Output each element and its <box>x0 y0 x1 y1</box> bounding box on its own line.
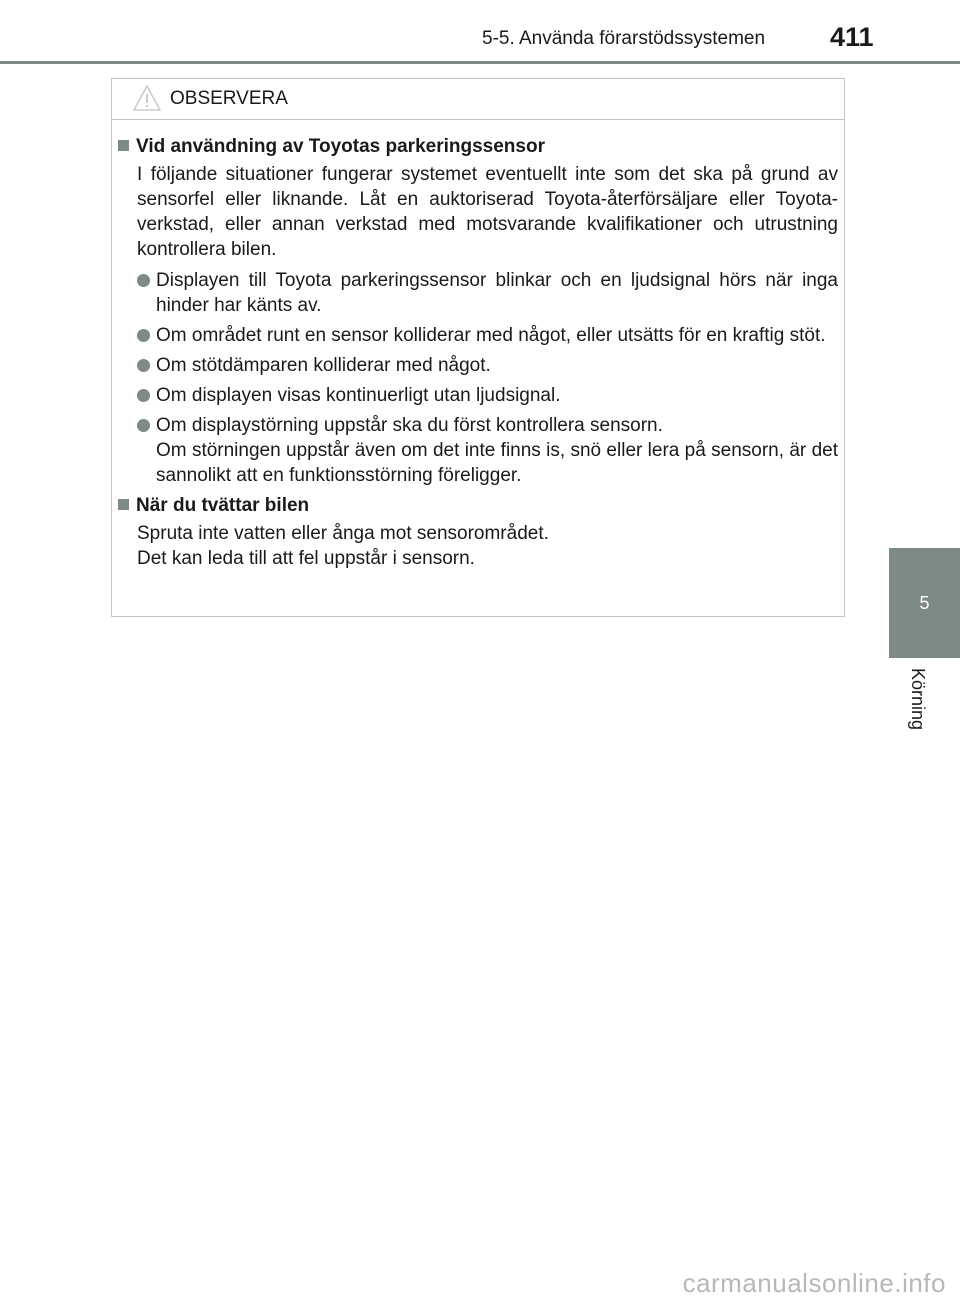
section-paragraph: I följande situationer fungerar systemet eventuellt inte som det ska på grund av sensorfel eller liknande. Låt en auktoriserad Toyota-återförsäljare eller Toyota-verkstad, eller annan verkstad med motsvarande kvalifikationer och utrustning kontrollera bilen. <box>137 164 838 260</box>
round-bullet-icon <box>137 359 150 372</box>
page-number: 411 <box>830 22 874 52</box>
section-paragraph <box>137 521 838 571</box>
list-item <box>118 268 838 318</box>
list-item-text: Om displayen visas kontinuerligt utan ljudsignal. <box>156 385 561 406</box>
header-divider <box>0 61 960 64</box>
round-bullet-icon <box>137 329 150 342</box>
list-item <box>118 323 838 348</box>
section-heading <box>118 493 838 519</box>
section-heading-text: Vid användning av Toyotas parkeringssensor <box>136 136 545 157</box>
paragraph-line: Spruta inte vatten eller ånga mot sensorområdet. <box>137 523 549 544</box>
round-bullet-icon <box>137 419 150 432</box>
notice-box <box>111 78 845 617</box>
warning-triangle-icon <box>132 84 162 117</box>
list-item <box>118 353 838 378</box>
bullet-list <box>118 268 838 488</box>
list-item-line: Om störningen uppstår även om det inte finns is, snö eller lera på sensorn, är det sannolikt att en funktionsstörning föreligger. <box>156 440 838 486</box>
square-bullet-icon <box>118 140 129 151</box>
list-item-text: Displayen till Toyota parkeringssensor blinkar och en ljudsignal hörs när inga hinder har känts av. <box>156 270 838 316</box>
list-item <box>118 383 838 408</box>
chapter-number: 5 <box>919 592 930 613</box>
notice-body <box>112 120 844 571</box>
list-item-text: Om området runt en sensor kolliderar med något, eller utsätts för en kraftig stöt. <box>156 325 826 346</box>
list-item-text: Om stötdämparen kolliderar med något. <box>156 355 491 376</box>
list-item-line: Om displaystörning uppstår ska du först kontrollera sensorn. <box>156 415 663 436</box>
notice-title: OBSERVERA <box>170 88 288 109</box>
list-item <box>118 413 838 488</box>
section-heading <box>118 134 838 160</box>
paragraph-line: Det kan leda till att fel uppstår i sensorn. <box>137 548 475 569</box>
list-item-text <box>156 413 838 488</box>
notice-header <box>112 79 844 120</box>
chapter-label: Körning <box>908 668 928 731</box>
round-bullet-icon <box>137 274 150 287</box>
watermark: carmanualsonline.info <box>682 1268 946 1298</box>
chapter-tab[interactable] <box>889 548 960 658</box>
section-heading-text: När du tvättar bilen <box>136 495 310 516</box>
square-bullet-icon <box>118 499 129 510</box>
section-title: 5-5. Använda förarstödssystemen <box>482 28 766 49</box>
round-bullet-icon <box>137 389 150 402</box>
